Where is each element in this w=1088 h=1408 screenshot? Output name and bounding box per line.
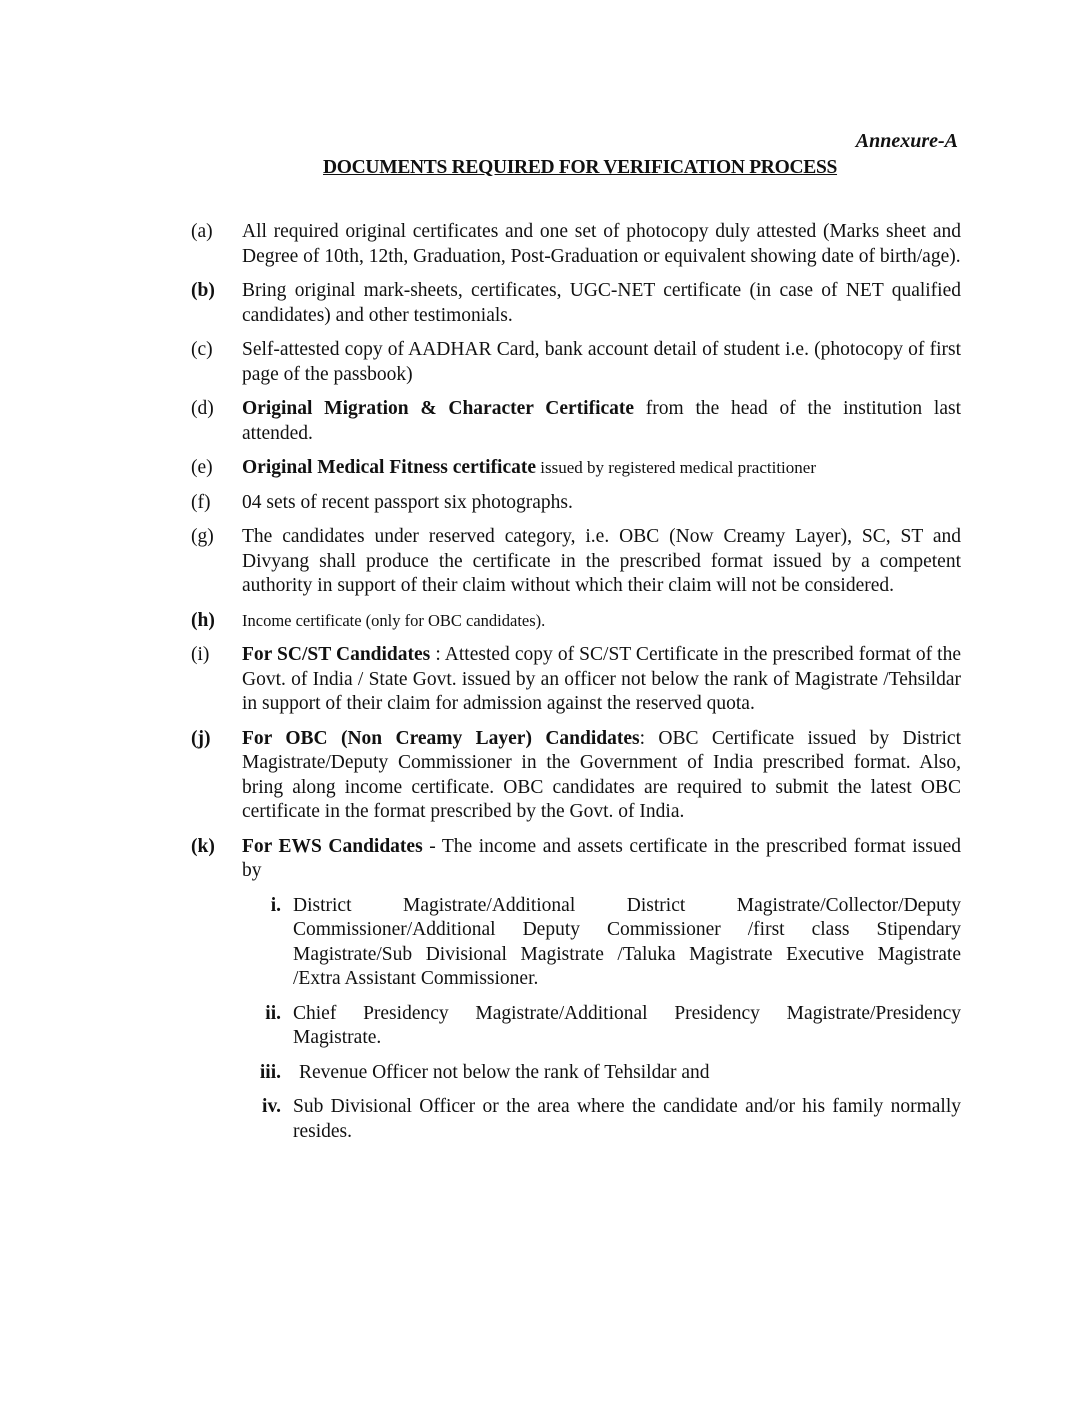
- sub-item-text: Sub Divisional Officer or the area where the candidate and/or his family normally resides.: [293, 1096, 961, 1142]
- item-label: (k): [191, 835, 215, 857]
- item-text: 04 sets of recent passport six photographs.: [242, 491, 573, 513]
- item-text: [242, 727, 961, 825]
- item-label: (h): [191, 609, 215, 631]
- sub-item-label: i.: [270, 894, 281, 916]
- item-plain-text: issued by registered medical practitioner: [536, 458, 816, 477]
- sub-item-label: iv.: [262, 1096, 281, 1117]
- item-plain-text: from the head of the institution last attended.: [242, 398, 962, 444]
- item-label: (c): [191, 339, 213, 360]
- list-item-c: [191, 338, 961, 387]
- item-plain-text: : Attested copy of SC/ST Certificate in the prescribed format of the Govt. of India / State Govt. issued by an officer not below the rank of Magistrate /Tehsildar in support of their claim for admission against the reserved quota.: [242, 644, 961, 714]
- item-k-intro: [242, 835, 961, 884]
- item-bold-text: For EWS Candidates: [242, 835, 423, 857]
- sub-list-item-i: [237, 894, 961, 992]
- item-text: All required original certificates and one set of photocopy duly attested (Marks sheet and Degree of 10th, 12th, Graduation, Post-Graduation or equivalent showing date of birth/age).: [242, 221, 961, 267]
- list-item-h: [191, 609, 961, 634]
- item-label: (i): [191, 644, 210, 665]
- item-label: (e): [191, 457, 213, 478]
- sub-item-text: District Magistrate/Additional District Magistrate/Collector/Deputy Commissioner/Additional Deputy Commissioner /first class Stipendary Magistrate/Sub Divisional Magistrate /Taluka Magistrate Executive Magistrate /Extra Assistant Commissioner.: [293, 894, 961, 989]
- sub-item-text: Chief Presidency Magistrate/Additional Presidency Magistrate/Presidency Magistrate.: [293, 1002, 961, 1048]
- item-bold-text: For OBC (Non Creamy Layer) Candidates: [242, 727, 640, 749]
- item-text: The candidates under reserved category, i.e. OBC (Now Creamy Layer), SC, ST and Divyang shall produce the certificate in the prescribed format issued by a competent authority in support of their claim without which their claim will not be considered.: [242, 526, 961, 596]
- item-label: (a): [191, 221, 213, 242]
- requirements-list: [191, 220, 961, 1164]
- sub-item-label: iii.: [259, 1061, 281, 1083]
- item-bold-text: For SC/ST Candidates: [242, 644, 431, 665]
- item-text: [242, 643, 961, 717]
- item-bold-text: Original Migration & Character Certificate: [242, 398, 635, 419]
- sub-list-item-iv: [237, 1095, 961, 1144]
- item-text: Bring original mark-sheets, certificates, UGC-NET certificate (in case of NET qualified candidates) and other testimonials.: [242, 280, 961, 326]
- item-plain-text: - The income and assets certificate in the prescribed format issued by: [242, 835, 961, 881]
- item-label: (j): [191, 727, 211, 749]
- list-item-i: [191, 643, 961, 717]
- list-item-k: [191, 835, 961, 1155]
- list-item-d: [191, 397, 961, 446]
- page-title: DOCUMENTS REQUIRED FOR VERIFICATION PROCESS: [323, 157, 838, 178]
- item-label: (f): [191, 491, 211, 513]
- annexure-label: Annexure-A: [855, 130, 958, 152]
- sub-list-item-iii: [237, 1061, 961, 1086]
- list-item-b: [191, 279, 961, 328]
- list-item-j: [191, 727, 961, 825]
- list-item-g: [191, 525, 961, 599]
- item-label: (d): [191, 398, 214, 419]
- sub-list-item-ii: [237, 1002, 961, 1051]
- item-text: [242, 397, 961, 446]
- list-item-f: [191, 491, 961, 516]
- item-text: Self-attested copy of AADHAR Card, bank account detail of student i.e. (photocopy of first page of the passbook): [242, 339, 961, 385]
- sub-item-label: ii.: [265, 1002, 281, 1024]
- item-label: (b): [191, 280, 215, 301]
- item-plain-text: : OBC Certificate issued by District Magistrate/Deputy Commissioner in the Government of India prescribed format. Also, bring along income certificate. OBC candidates are required to submit the latest OBC certificate in the format prescribed by the Govt. of India.: [242, 727, 961, 822]
- item-text: [242, 456, 961, 481]
- list-item-e: [191, 456, 961, 481]
- list-item-a: [191, 220, 961, 269]
- item-text: Income certificate (only for OBC candidates).: [242, 610, 546, 630]
- ews-authority-list: [237, 894, 961, 1145]
- item-bold-text: Original Medical Fitness certificate: [242, 457, 537, 478]
- item-text: [242, 835, 961, 1155]
- sub-item-text: Revenue Officer not below the rank of Tehsildar and: [299, 1061, 710, 1083]
- item-label: (g): [191, 526, 214, 547]
